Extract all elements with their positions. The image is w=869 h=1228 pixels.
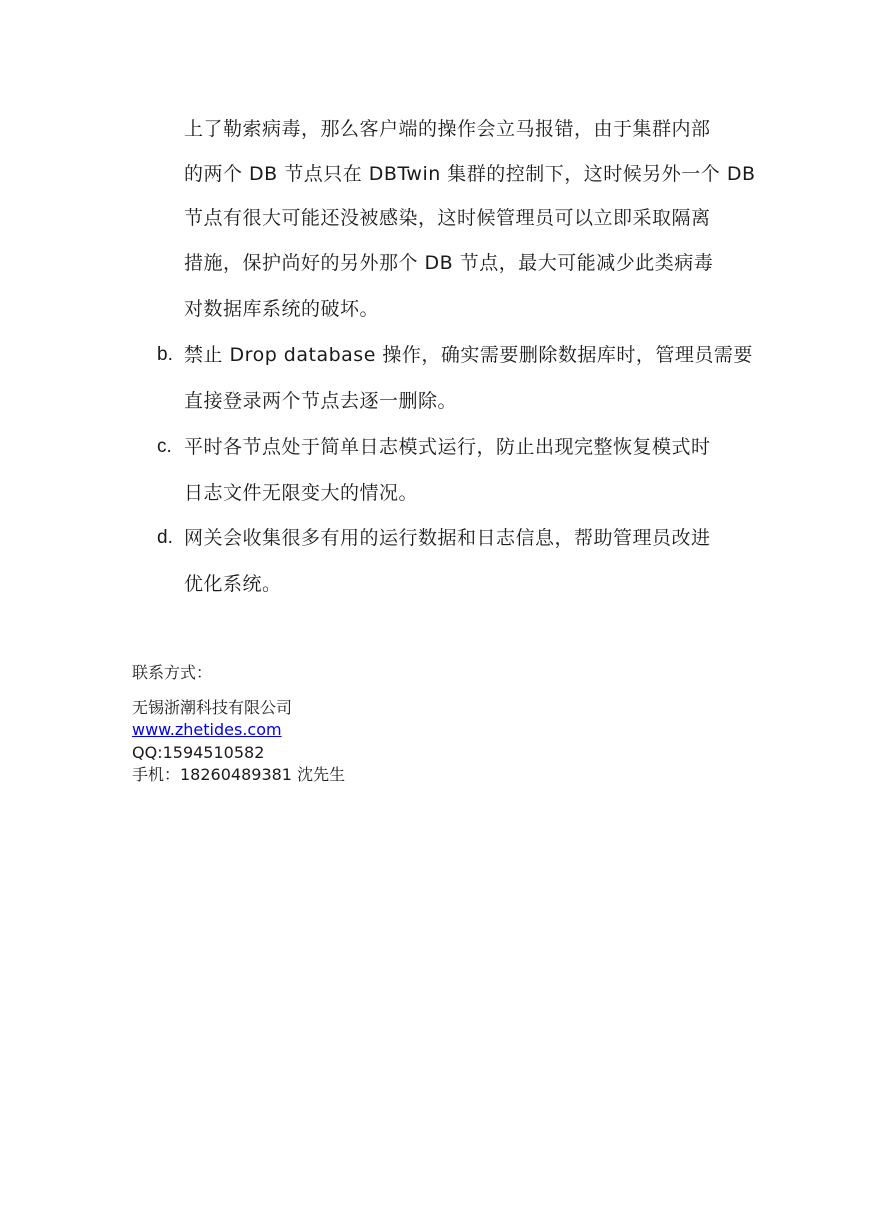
contact-heading: 联系方式：: [132, 663, 213, 682]
website-link[interactable]: www.zhetides.com: [132, 720, 282, 739]
phone-contact: 手机：18260489381 沈先生: [132, 765, 346, 784]
paragraph-line: 上了勒索病毒，那么客户端的操作会立马报错，由于集群内部: [184, 118, 711, 140]
list-item-b-line-1: 禁止 Drop database 操作，确实需要删除数据库时，管理员需要: [184, 344, 753, 366]
list-item-b-line-2: 直接登录两个节点去逐一删除。: [184, 390, 458, 412]
paragraph-line: 措施，保护尚好的另外那个 DB 节点，最大可能减少此类病毒: [184, 252, 714, 274]
list-item-d-line-2: 优化系统。: [184, 573, 282, 595]
paragraph-line: 节点有很大可能还没被感染，这时候管理员可以立即采取隔离: [184, 207, 711, 229]
list-item-c-line-1: 平时各节点处于简单日志模式运行，防止出现完整恢复模式时: [184, 436, 711, 458]
list-marker-d: d.: [157, 527, 173, 548]
list-item-c-line-2: 日志文件无限变大的情况。: [184, 482, 419, 504]
paragraph-line: 对数据库系统的破坏。: [184, 298, 380, 320]
list-marker-b: b.: [157, 344, 173, 365]
company-name: 无锡浙潮科技有限公司: [132, 698, 293, 717]
paragraph-line: 的两个 DB 节点只在 DBTwin 集群的控制下，这时候另外一个 DB: [184, 163, 756, 185]
list-item-d-line-1: 网关会收集很多有用的运行数据和日志信息，帮助管理员改进: [184, 527, 711, 549]
list-marker-c: c.: [157, 436, 172, 457]
qq-number: QQ:1594510582: [132, 743, 265, 762]
